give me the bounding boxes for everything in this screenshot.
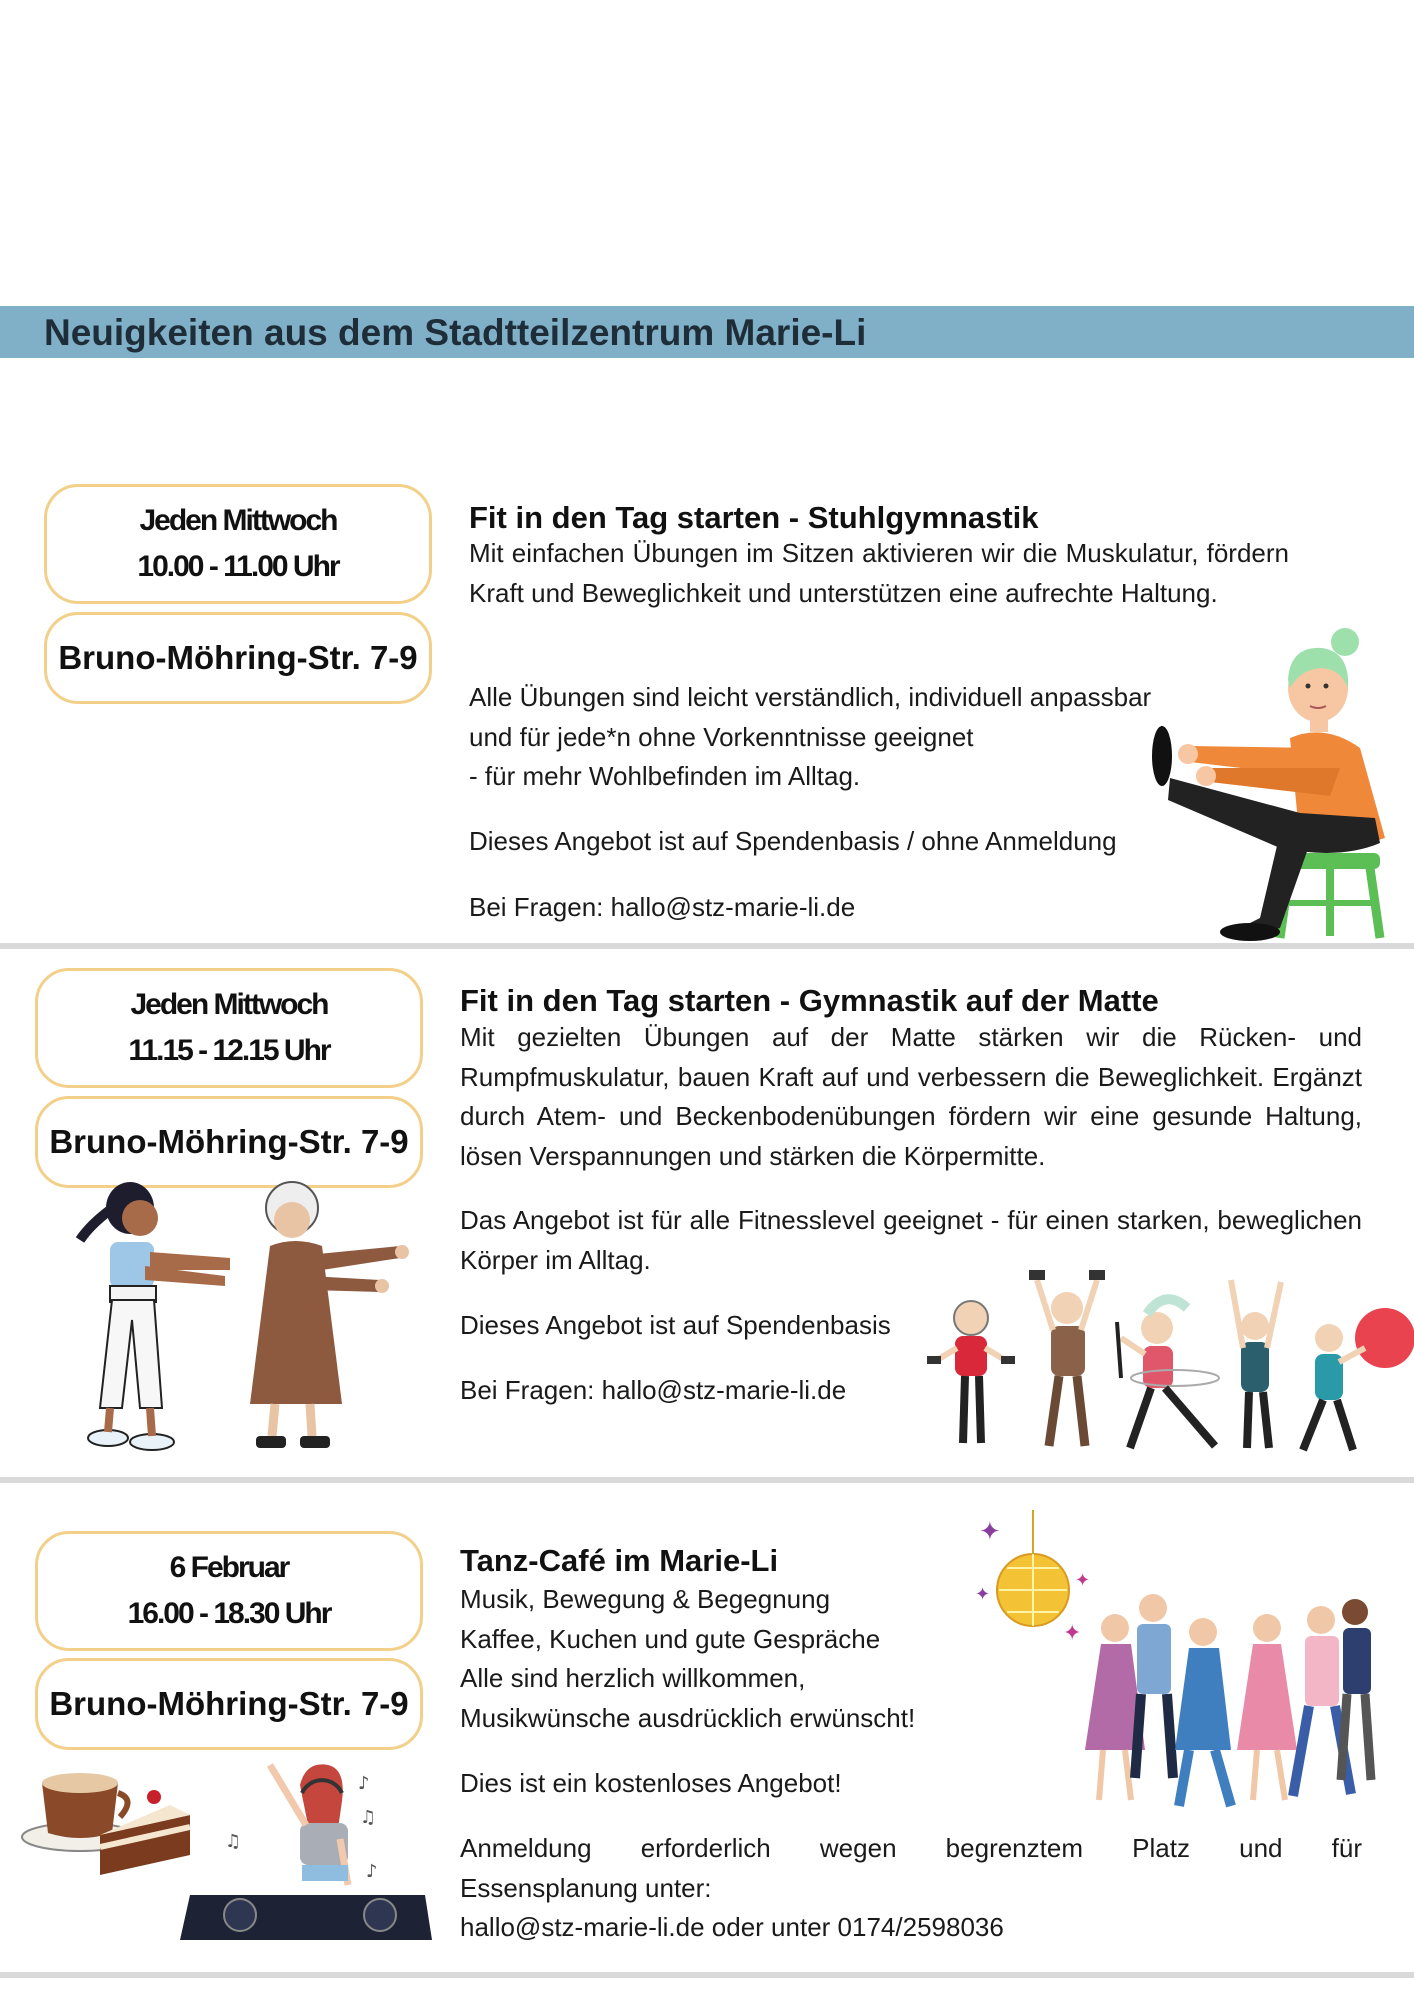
- event-1-description: Mit einfachen Übungen im Sitzen aktivieren wir die Muskulatur, fördern Kraft und Beweglichkeit und unterstützen eine aufrechte Haltung.: [469, 538, 1289, 608]
- svg-text:♫: ♫: [225, 1831, 242, 1852]
- svg-text:✦: ✦: [1063, 1621, 1082, 1646]
- event-3-address: Bruno-Möhring-Str. 7-9: [49, 1685, 409, 1722]
- girl-and-senior-exercise-illustration: [60, 1180, 420, 1460]
- svg-text:♫: ♫: [360, 1807, 377, 1828]
- event-1-details-line: und für jede*n ohne Vorkenntnisse geeignet: [469, 721, 974, 752]
- section-divider: [0, 1972, 1414, 1978]
- event-1-donation-note: Dieses Angebot ist auf Spendenbasis / ohne Anmeldung: [469, 826, 1117, 856]
- svg-text:✦: ✦: [975, 1584, 991, 1605]
- svg-text:✦: ✦: [1075, 1570, 1091, 1591]
- svg-text:♪: ♪: [366, 1861, 378, 1882]
- event-1-day: Jeden Mittwoch: [139, 504, 337, 537]
- event-1-details-line: - für mehr Wohlbefinden im Alltag.: [469, 761, 861, 791]
- event-3-description-line: Kaffee, Kuchen und gute Gespräche: [460, 1623, 881, 1654]
- header-banner: [0, 306, 1414, 358]
- event-3-day: 6 Februar: [169, 1551, 289, 1584]
- section-divider: [0, 943, 1414, 949]
- event-2-address: Bruno-Möhring-Str. 7-9: [49, 1123, 409, 1160]
- seniors-group-exercise-illustration: [925, 1268, 1414, 1468]
- event-2-donation-note: Dieses Angebot ist auf Spendenbasis: [460, 1310, 891, 1340]
- event-3-registration: [460, 1829, 1362, 1948]
- event-3-description: [460, 1580, 980, 1738]
- event-2-date-pill: [35, 968, 423, 1088]
- event-1-time: 10.00 - 11.00 Uhr: [137, 550, 339, 583]
- event-3-free-note: Dies ist ein kostenloses Angebot!: [460, 1768, 842, 1798]
- event-2-day: Jeden Mittwoch: [130, 988, 328, 1021]
- event-2-title: Fit in den Tag starten - Gymnastik auf der Matte: [460, 983, 1159, 1018]
- svg-text:♪: ♪: [358, 1773, 370, 1794]
- event-2-address-pill: [35, 1096, 423, 1188]
- svg-text:✦: ✦: [979, 1517, 1001, 1547]
- event-1-contact: Bei Fragen: hallo@stz-marie-li.de: [469, 892, 856, 922]
- senior-chair-exercise-illustration: [1140, 628, 1410, 946]
- event-3-registration-line: Anmeldung erforderlich wegen begrenztem Platz und für: [460, 1833, 1362, 1863]
- event-3-registration-line: hallo@stz-marie-li.de oder unter 0174/2598036: [460, 1912, 1004, 1942]
- event-3-registration-line: Essensplanung unter:: [460, 1872, 712, 1903]
- event-3-date-pill: [35, 1531, 423, 1651]
- event-3-description-line: Musikwünsche ausdrücklich erwünscht!: [460, 1702, 916, 1733]
- section-divider: [0, 1477, 1414, 1483]
- event-2-contact: Bei Fragen: hallo@stz-marie-li.de: [460, 1375, 847, 1405]
- seniors-dancing-disco-illustration: [975, 1510, 1375, 1820]
- event-2-details: Das Angebot ist für alle Fitnesslevel geeignet - für einen starken, beweglichen Körper im Alltag.: [460, 1205, 1362, 1275]
- event-3-title: Tanz-Café im Marie-Li: [460, 1543, 779, 1578]
- event-3-description-line: Musik, Bewegung & Begegnung: [460, 1584, 831, 1614]
- event-3-time: 16.00 - 18.30 Uhr: [127, 1597, 331, 1630]
- event-1-address-pill: [44, 612, 432, 704]
- event-1-title: Fit in den Tag starten - Stuhlgymnastik: [469, 500, 1039, 535]
- event-1-date-pill: [44, 484, 432, 604]
- event-3-description-line: Alle sind herzlich willkommen,: [460, 1663, 806, 1693]
- coffee-cake-dj-illustration: [20, 1755, 440, 1955]
- event-1-address: Bruno-Möhring-Str. 7-9: [58, 639, 418, 676]
- event-2-time: 11.15 - 12.15 Uhr: [128, 1034, 330, 1067]
- event-2-description: Mit gezielten Übungen auf der Matte stärken wir die Rücken- und Rumpfmuskulatur, bauen Kraft auf und verbessern die Beweglichkeit. Ergänzt durch Atem- und Beckenbodenübungen fördern wir eine gesunde Haltung, lösen Verspannungen und stärken die Körpermitte.: [460, 1022, 1362, 1171]
- event-1-details: [469, 678, 1229, 797]
- page-title: Neuigkeiten aus dem Stadtteilzentrum Marie-Li: [44, 312, 867, 353]
- event-3-address-pill: [35, 1658, 423, 1750]
- event-1-details-line: Alle Übungen sind leicht verständlich, individuell anpassbar: [469, 682, 1152, 712]
